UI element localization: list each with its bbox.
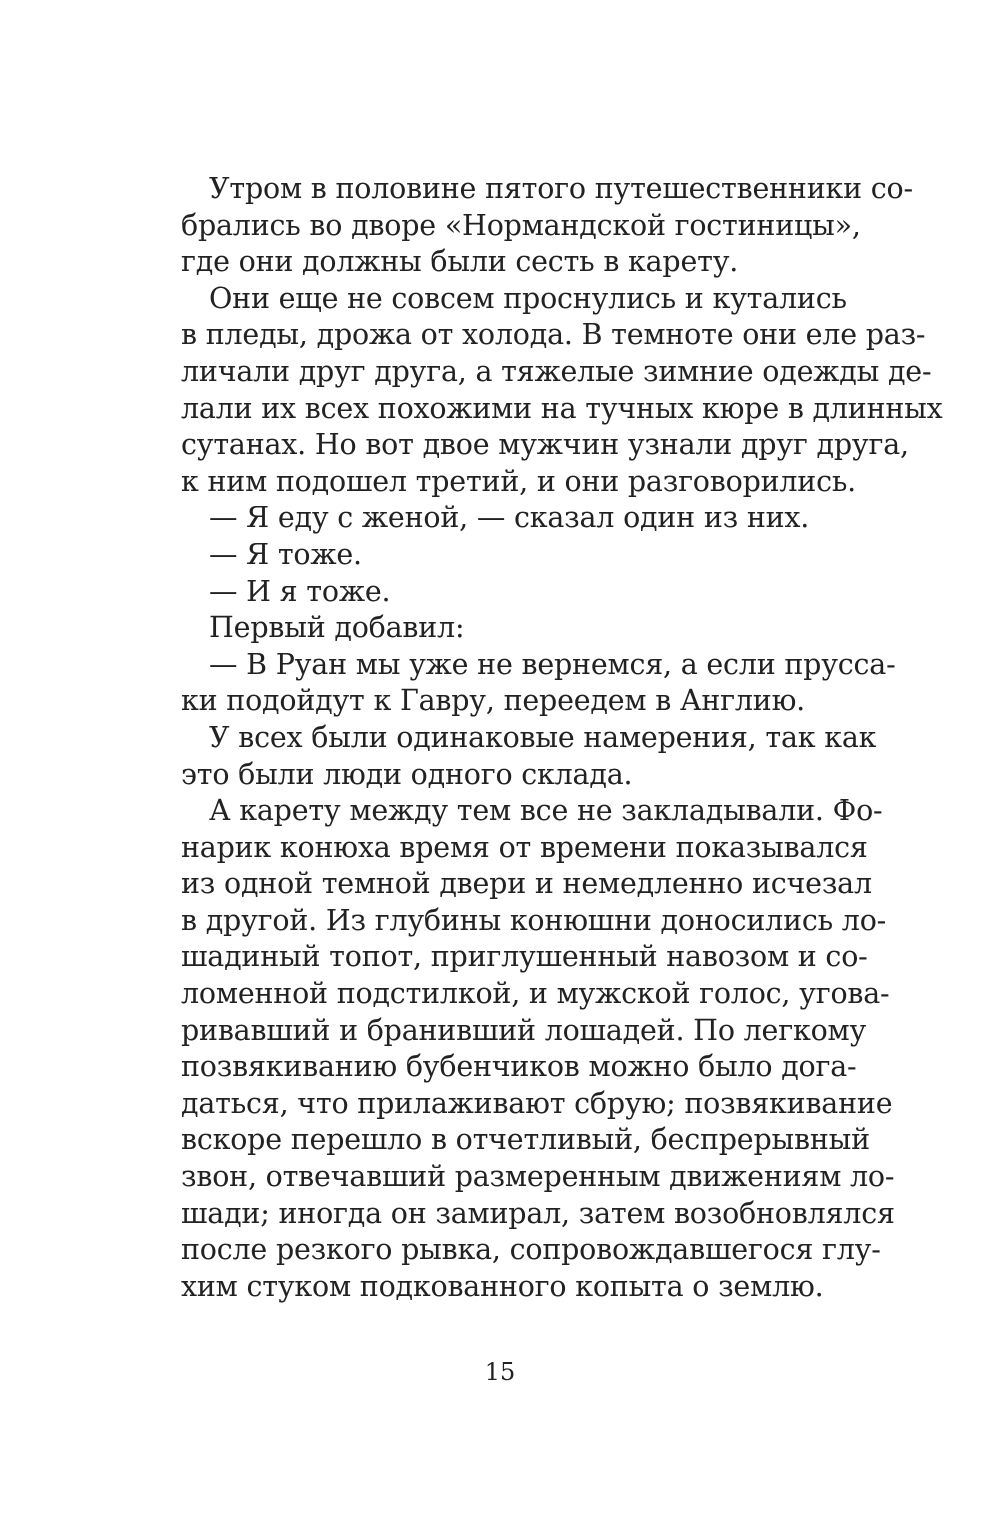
- page-number: 15: [484, 1358, 516, 1386]
- text-line: ки подойдут к Гавру, переедем в Англию.: [181, 684, 806, 718]
- text-line: личали друг друга, а тяжелые зимние одежды де-: [181, 354, 932, 388]
- text-line: ломенной подстилкой, и мужской голос, угова-: [181, 977, 890, 1011]
- text-line: — И я тоже.: [209, 574, 391, 608]
- text-line: нарик конюха время от времени показывался: [181, 830, 868, 864]
- text-line: А карету между тем все не закладывали. Фо-: [209, 794, 883, 828]
- text-line: где они должны были сесть в карету.: [181, 245, 739, 279]
- text-line: брались во дворе «Нормандской гостиницы»,: [181, 208, 861, 242]
- text-line: звон, отвечавший размеренным движениям ло-: [181, 1160, 895, 1194]
- text-line: в другой. Из глубины конюшни доносились ло-: [181, 903, 887, 937]
- text-line: из одной темной двери и немедленно исчезал: [181, 867, 872, 901]
- body-text: [181, 171, 943, 1305]
- text-line: позвякиванию бубенчиков можно было дога-: [181, 1050, 857, 1084]
- text-line: даться, что прилаживают сбрую; позвякивание: [181, 1086, 893, 1120]
- text-line: Первый добавил:: [209, 611, 465, 645]
- text-line: к ним подошел третий, и они разговорились.: [181, 464, 857, 498]
- text-line: шади; иногда он замирал, затем возобновлялся: [181, 1196, 895, 1230]
- text-line: — Я еду с женой, — сказал один из них.: [209, 501, 810, 535]
- text-line: после резкого рывка, сопровождавшегося глу-: [181, 1233, 881, 1267]
- text-line: — В Руан мы уже не вернемся, а если прусса-: [209, 647, 896, 681]
- text-line: лали их всех похожими на тучных кюре в длинных: [181, 391, 943, 425]
- text-line: У всех были одинаковые намерения, так как: [209, 720, 877, 754]
- text-line: Они еще не совсем проснулись и кутались: [209, 281, 847, 315]
- text-line: в пледы, дрожа от холода. В темноте они еле раз-: [181, 318, 926, 352]
- text-line: хим стуком подкованного копыта о землю.: [181, 1269, 824, 1303]
- text-line: вскоре перешло в отчетливый, беспрерывный: [181, 1123, 870, 1157]
- text-line: Утром в половине пятого путешественники со-: [209, 172, 913, 205]
- text-line: сутанах. Но вот двое мужчин узнали друг друга,: [181, 428, 909, 462]
- text-line: ривавший и бранивший лошадей. По легкому: [181, 1013, 867, 1047]
- text-line: — Я тоже.: [209, 537, 362, 571]
- text-line: это были люди одного склада.: [181, 757, 633, 791]
- text-line: шадиный топот, приглушенный навозом и со-: [181, 940, 868, 974]
